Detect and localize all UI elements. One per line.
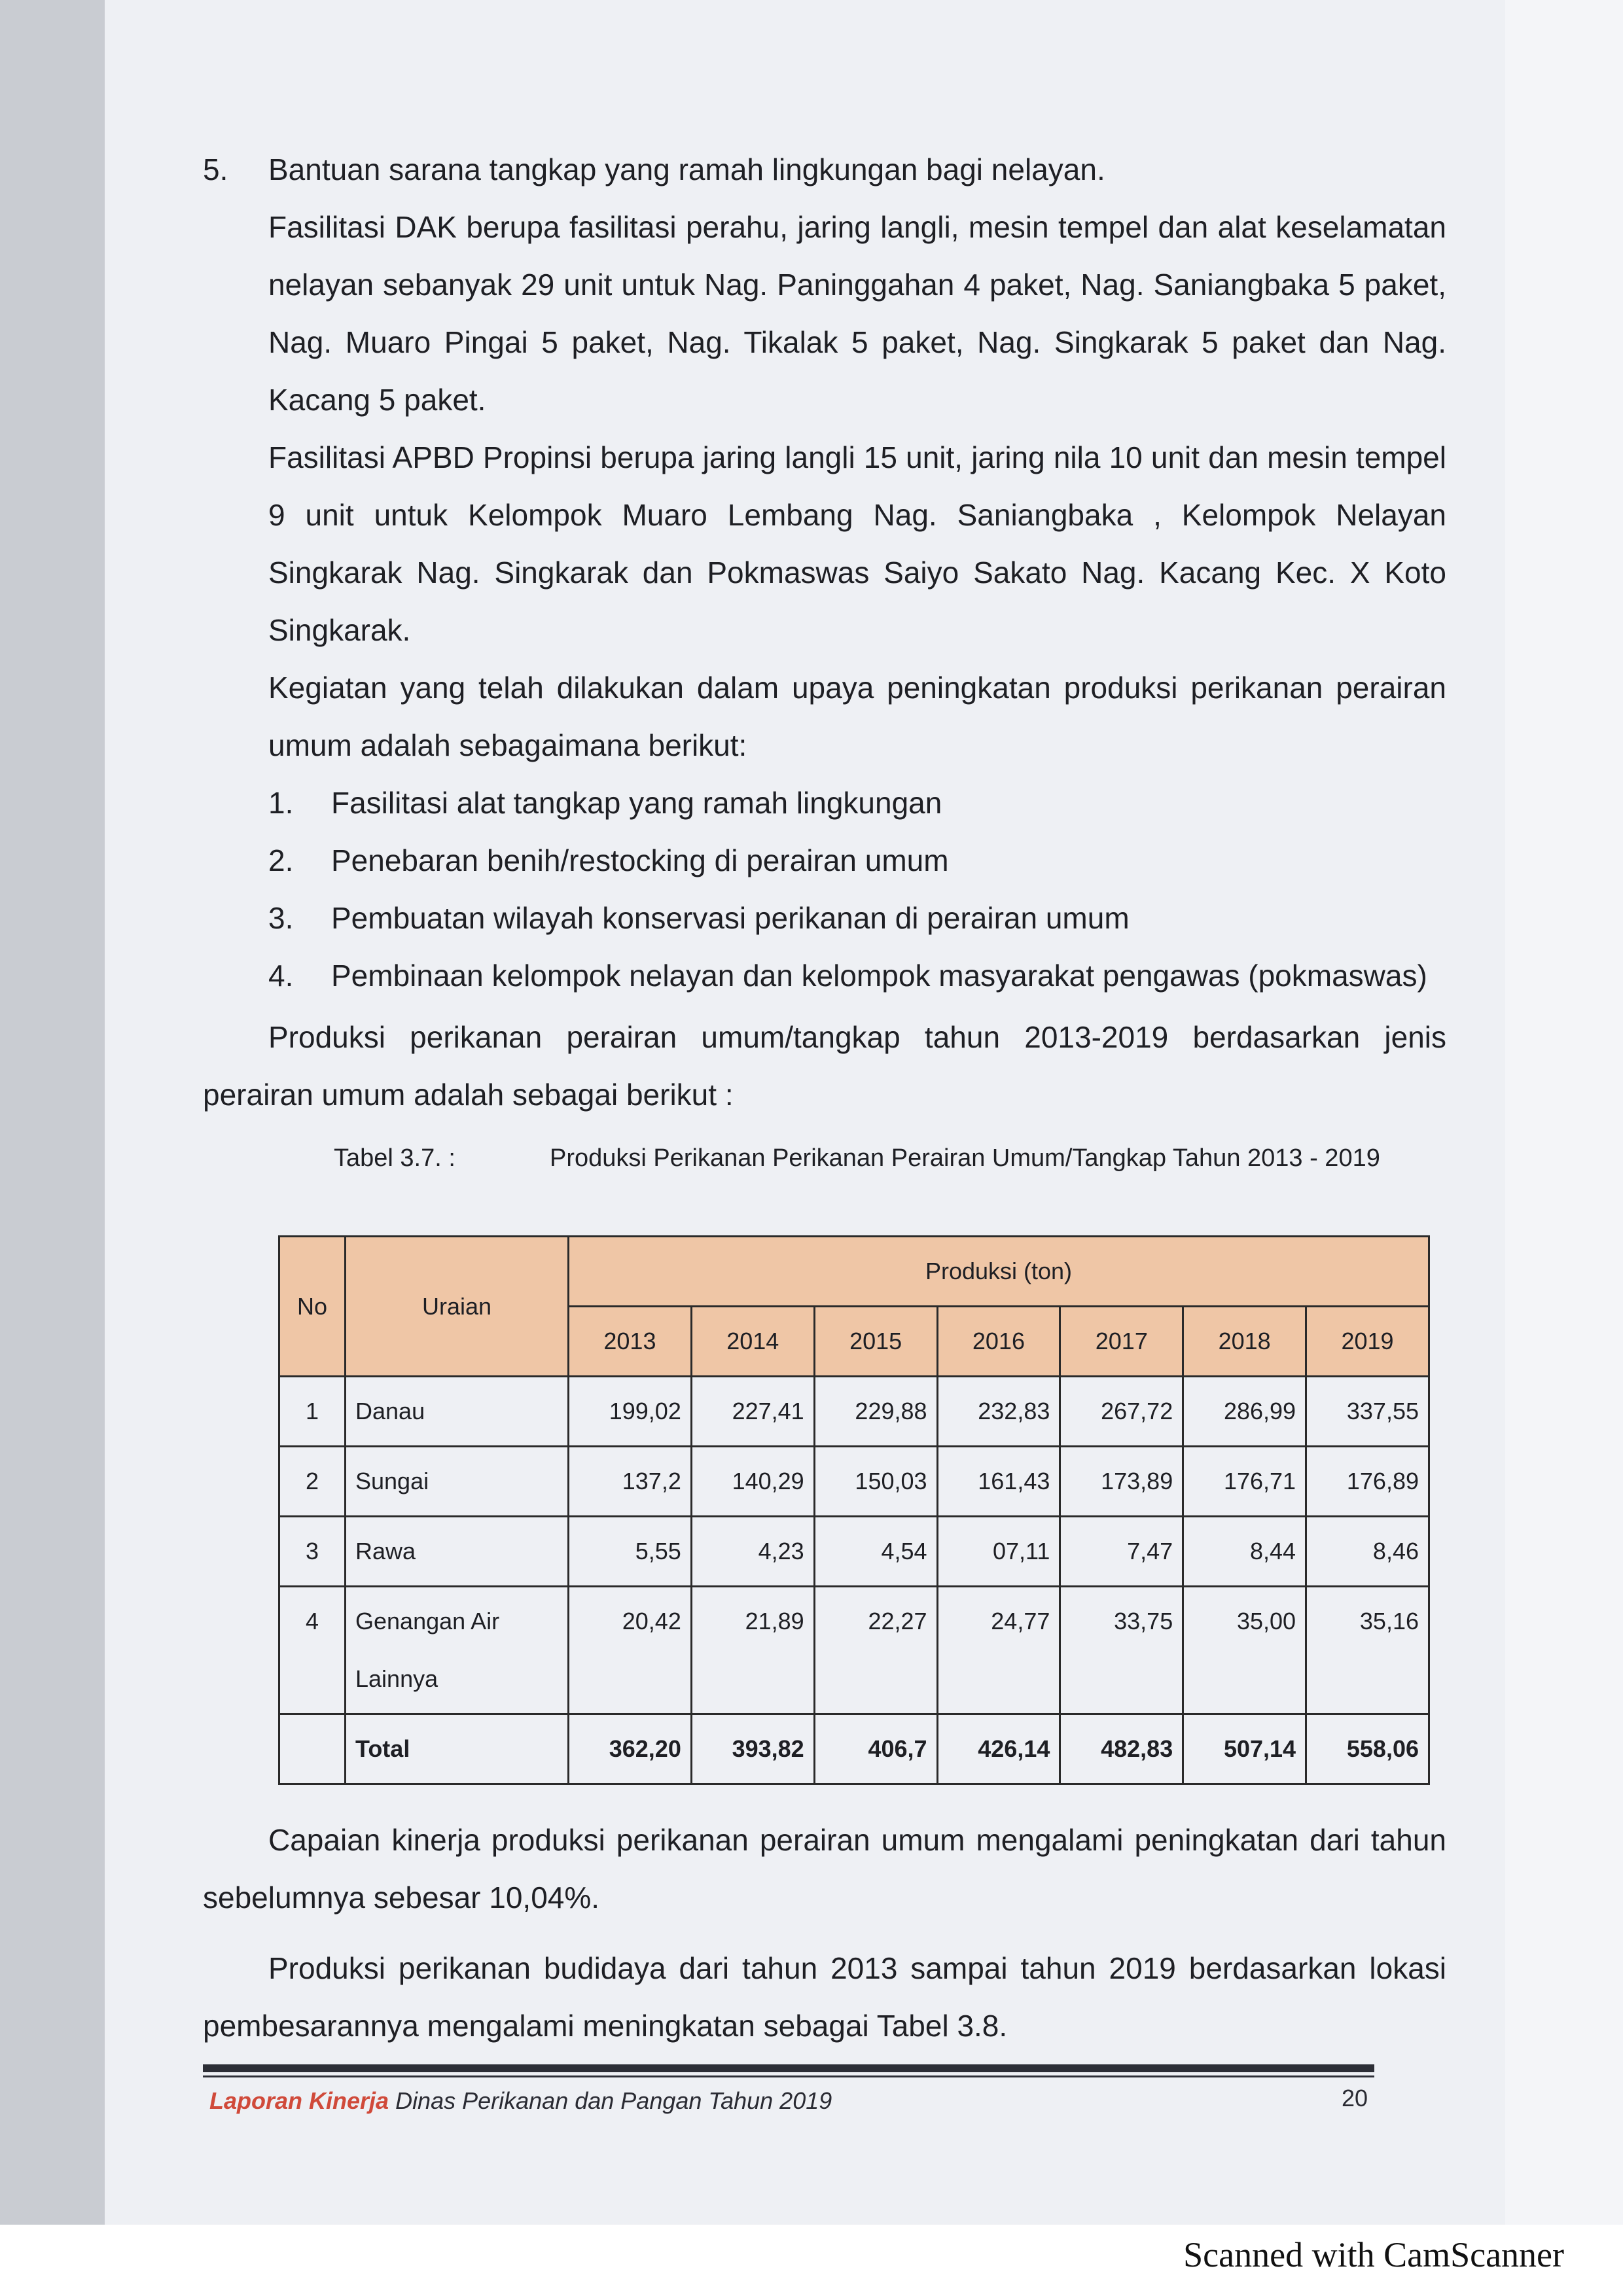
- list-item-text: Pembuatan wilayah konservasi perikanan di perairan umum: [331, 901, 1130, 935]
- header-year: 2013: [569, 1307, 692, 1377]
- list-item: [268, 774, 1446, 832]
- list-item: [268, 947, 1446, 1004]
- scan-background-left: [0, 0, 105, 2225]
- header-year: 2017: [1060, 1307, 1183, 1377]
- footer-report-title: [209, 2087, 832, 2115]
- section-number: 5.: [203, 152, 228, 186]
- list-item: [268, 832, 1446, 889]
- table-cell: 176,89: [1306, 1447, 1429, 1517]
- row-label: Sungai: [346, 1447, 569, 1517]
- total-cell: 558,06: [1306, 1714, 1429, 1784]
- table-header-row: [279, 1237, 1429, 1307]
- table-cell: 140,29: [691, 1447, 814, 1517]
- production-table: [278, 1235, 1430, 1785]
- paragraph-budidaya: Produksi perikanan budidaya dari tahun 2013 sampai tahun 2019 berdasarkan lokasi pembesarannya mengalami meningkatan sebagai Tabel 3.8.: [203, 1951, 1446, 2043]
- paragraph-produksi-intro: Produksi perikanan perairan umum/tangkap tahun 2013-2019 berdasarkan jenis perairan umum adalah sebagai berikut :: [203, 1020, 1446, 1112]
- table-caption-label: Tabel 3.7. :: [334, 1144, 455, 1172]
- table-cell: 227,41: [691, 1377, 814, 1447]
- total-empty-cell: [279, 1714, 346, 1784]
- table-cell: 35,16: [1306, 1587, 1429, 1714]
- header-year: 2016: [937, 1307, 1060, 1377]
- total-cell: 507,14: [1183, 1714, 1306, 1784]
- scan-background-right: [1505, 0, 1623, 2225]
- total-cell: 426,14: [937, 1714, 1060, 1784]
- table-cell: 35,00: [1183, 1587, 1306, 1714]
- row-number: 2: [279, 1447, 346, 1517]
- header-produksi: Produksi (ton): [569, 1237, 1429, 1307]
- total-cell: 406,7: [814, 1714, 937, 1784]
- list-item-number: 2.: [268, 843, 294, 877]
- table-cell: 137,2: [569, 1447, 692, 1517]
- table-cell: 337,55: [1306, 1377, 1429, 1447]
- table-cell: 21,89: [691, 1587, 814, 1714]
- header-year: 2019: [1306, 1307, 1429, 1377]
- footer-rest: Dinas Perikanan dan Pangan Tahun 2019: [389, 2087, 832, 2114]
- total-label: Total: [346, 1714, 569, 1784]
- section-title: Bantuan sarana tangkap yang ramah lingkungan bagi nelayan.: [268, 152, 1105, 186]
- table-row: [279, 1587, 1429, 1714]
- total-cell: 362,20: [569, 1714, 692, 1784]
- table-total-row: [279, 1714, 1429, 1784]
- header-year: 2018: [1183, 1307, 1306, 1377]
- table-cell: 176,71: [1183, 1447, 1306, 1517]
- table-cell: 07,11: [937, 1517, 1060, 1587]
- table-cell: 8,46: [1306, 1517, 1429, 1587]
- list-item-text: Penebaran benih/restocking di perairan umum: [331, 843, 949, 877]
- paragraph-dak: Fasilitasi DAK berupa fasilitasi perahu, jaring langli, mesin tempel dan alat keselamatan nelayan sebanyak 29 unit untuk Nag. Paninggahan 4 paket, Nag. Saniangbaka 5 paket, Nag. Muaro Pingai 5 paket, Nag. Tikalak 5 paket, Nag. Singkarak 5 paket dan Nag. Kacang 5 paket.: [268, 210, 1446, 417]
- list-item-text: Fasilitasi alat tangkap yang ramah lingkungan: [331, 786, 942, 820]
- table-cell: 161,43: [937, 1447, 1060, 1517]
- table-cell: 22,27: [814, 1587, 937, 1714]
- table-cell: 199,02: [569, 1377, 692, 1447]
- table-cell: 8,44: [1183, 1517, 1306, 1587]
- table-cell: 173,89: [1060, 1447, 1183, 1517]
- table-cell: 33,75: [1060, 1587, 1183, 1714]
- header-uraian: Uraian: [346, 1237, 569, 1377]
- row-label: Rawa: [346, 1517, 569, 1587]
- paragraph-capaian: Capaian kinerja produksi perikanan perairan umum mengalami peningkatan dari tahun sebelumnya sebesar 10,04%.: [203, 1823, 1446, 1915]
- paragraph-apbd: Fasilitasi APBD Propinsi berupa jaring langli 15 unit, jaring nila 10 unit dan mesin tempel 9 unit untuk Kelompok Muaro Lembang Nag. Saniangbaka , Kelompok Nelayan Singkarak Nag. Singkarak dan Pokmaswas Saiyo Sakato Nag. Kacang Kec. X Koto Singkarak.: [268, 440, 1446, 647]
- activity-list: [203, 774, 1446, 1004]
- table-cell: 232,83: [937, 1377, 1060, 1447]
- header-year: 2015: [814, 1307, 937, 1377]
- row-number: 1: [279, 1377, 346, 1447]
- paragraph-kegiatan: Kegiatan yang telah dilakukan dalam upaya peningkatan produksi perikanan perairan umum adalah sebagaimana berikut:: [268, 671, 1446, 762]
- section-heading: [203, 141, 1446, 198]
- table-row: [279, 1517, 1429, 1587]
- table-row: [279, 1377, 1429, 1447]
- table-cell: 4,54: [814, 1517, 937, 1587]
- footer-rule-thin: [203, 2075, 1374, 2077]
- table-cell: 286,99: [1183, 1377, 1306, 1447]
- table-cell: 7,47: [1060, 1517, 1183, 1587]
- table-cell: 4,23: [691, 1517, 814, 1587]
- table-caption: [334, 1143, 1446, 1173]
- row-number: 3: [279, 1517, 346, 1587]
- list-item-number: 4.: [268, 959, 294, 993]
- row-number: 4: [279, 1587, 346, 1714]
- list-item-number: 3.: [268, 901, 294, 935]
- total-cell: 482,83: [1060, 1714, 1183, 1784]
- row-label: Danau: [346, 1377, 569, 1447]
- row-label: Genangan Air Lainnya: [346, 1587, 569, 1714]
- list-item-text: Pembinaan kelompok nelayan dan kelompok masyarakat pengawas (pokmaswas): [331, 959, 1427, 993]
- header-no: No: [279, 1237, 346, 1377]
- list-item-number: 1.: [268, 786, 294, 820]
- footer-brand: Laporan Kinerja: [209, 2087, 389, 2114]
- table-cell: 229,88: [814, 1377, 937, 1447]
- header-year: 2014: [691, 1307, 814, 1377]
- table-cell: 150,03: [814, 1447, 937, 1517]
- page-content: [203, 141, 1446, 2055]
- page-number: 20: [1342, 2085, 1368, 2111]
- table-cell: 24,77: [937, 1587, 1060, 1714]
- list-item: [268, 889, 1446, 947]
- total-cell: 393,82: [691, 1714, 814, 1784]
- footer-rule: [203, 2064, 1374, 2072]
- camscanner-watermark: Scanned with CamScanner: [1183, 2235, 1564, 2274]
- table-cell: 267,72: [1060, 1377, 1183, 1447]
- table-cell: 20,42: [569, 1587, 692, 1714]
- table-cell: 5,55: [569, 1517, 692, 1587]
- table-row: [279, 1447, 1429, 1517]
- table-caption-text: Produksi Perikanan Perikanan Perairan Umum/Tangkap Tahun 2013 - 2019: [550, 1144, 1380, 1172]
